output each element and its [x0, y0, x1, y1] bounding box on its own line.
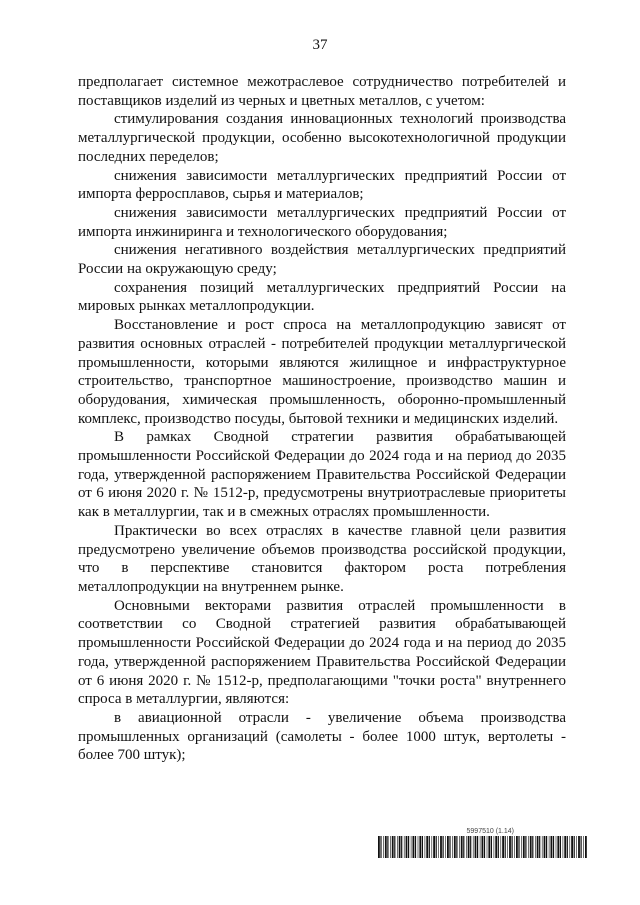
paragraph: предполагает системное межотраслевое сотрудничество потребителей и поставщиков изделий из черных и цветных металлов, с учетом:: [78, 74, 566, 109]
barcode-image: [378, 836, 588, 858]
paragraph: В рамках Сводной стратегии развития обрабатывающей промышленности Российской Федерации до 2024 года и на период до 2035 года, утвержденной распоряжением Правительства Российской Федерации от 6 июня 2020 г. № 1512-р, предусмотрены внутриотраслевые приоритеты как в металлургии, так и в смежных отраслях промышленности.: [78, 429, 566, 521]
document-body: [78, 73, 566, 765]
page-number: 37: [312, 37, 328, 53]
paragraph: Основными векторами развития отраслей промышленности в соответствии со Сводной стратегией развития обрабатывающей промышленности Российской Федерации до 2024 года и на период до 2035 года, утвержденной распоряжением Правительства Российской Федерации от 6 июня 2020 г. № 1512-р, предполагающими "точки роста" внутреннего спроса в металлургии, являются:: [78, 597, 566, 708]
list-item: стимулирования создания инновационных технологий производства металлургической продукции, особенно высокотехнологичной продукции последних переделов;: [78, 111, 566, 165]
barcode-id: 5997510 (1.14): [466, 828, 514, 835]
paragraph: Восстановление и рост спроса на металлопродукцию зависят от развития основных отраслей - потребителей продукции металлургической промышленности, которыми являются жилищное и инфраструктурное строительство, транспортное машиностроение, производство машин и оборудования, химическая промышленность, оборонно-промышленный комплекс, производство посуды, бытовой техники и медицинских изделий.: [78, 317, 566, 427]
list-item: в авиационной отрасли - увеличение объема производства промышленных организаций (самолеты - более 1000 штук, вертолеты - более 700 штук);: [78, 709, 566, 764]
paragraph: Практически во всех отраслях в качестве главной цели развития предусмотрено увеличение объемов производства российской продукции, что в перспективе становится фактором роста потребления металлопродукции на внутреннем рынке.: [78, 522, 566, 595]
list-item: сохранения позиций металлургических предприятий России на мировых рынках металлопродукции.: [78, 279, 566, 315]
list-item: снижения негативного воздействия металлургических предприятий России на окружающую среду;: [78, 242, 566, 278]
barcode-block: [378, 828, 588, 863]
list-item: снижения зависимости металлургических предприятий России от импорта ферросплавов, сырья и материалов;: [78, 167, 566, 203]
list-item: снижения зависимости металлургических предприятий России от импорта инжиниринга и технологического оборудования;: [78, 204, 566, 240]
